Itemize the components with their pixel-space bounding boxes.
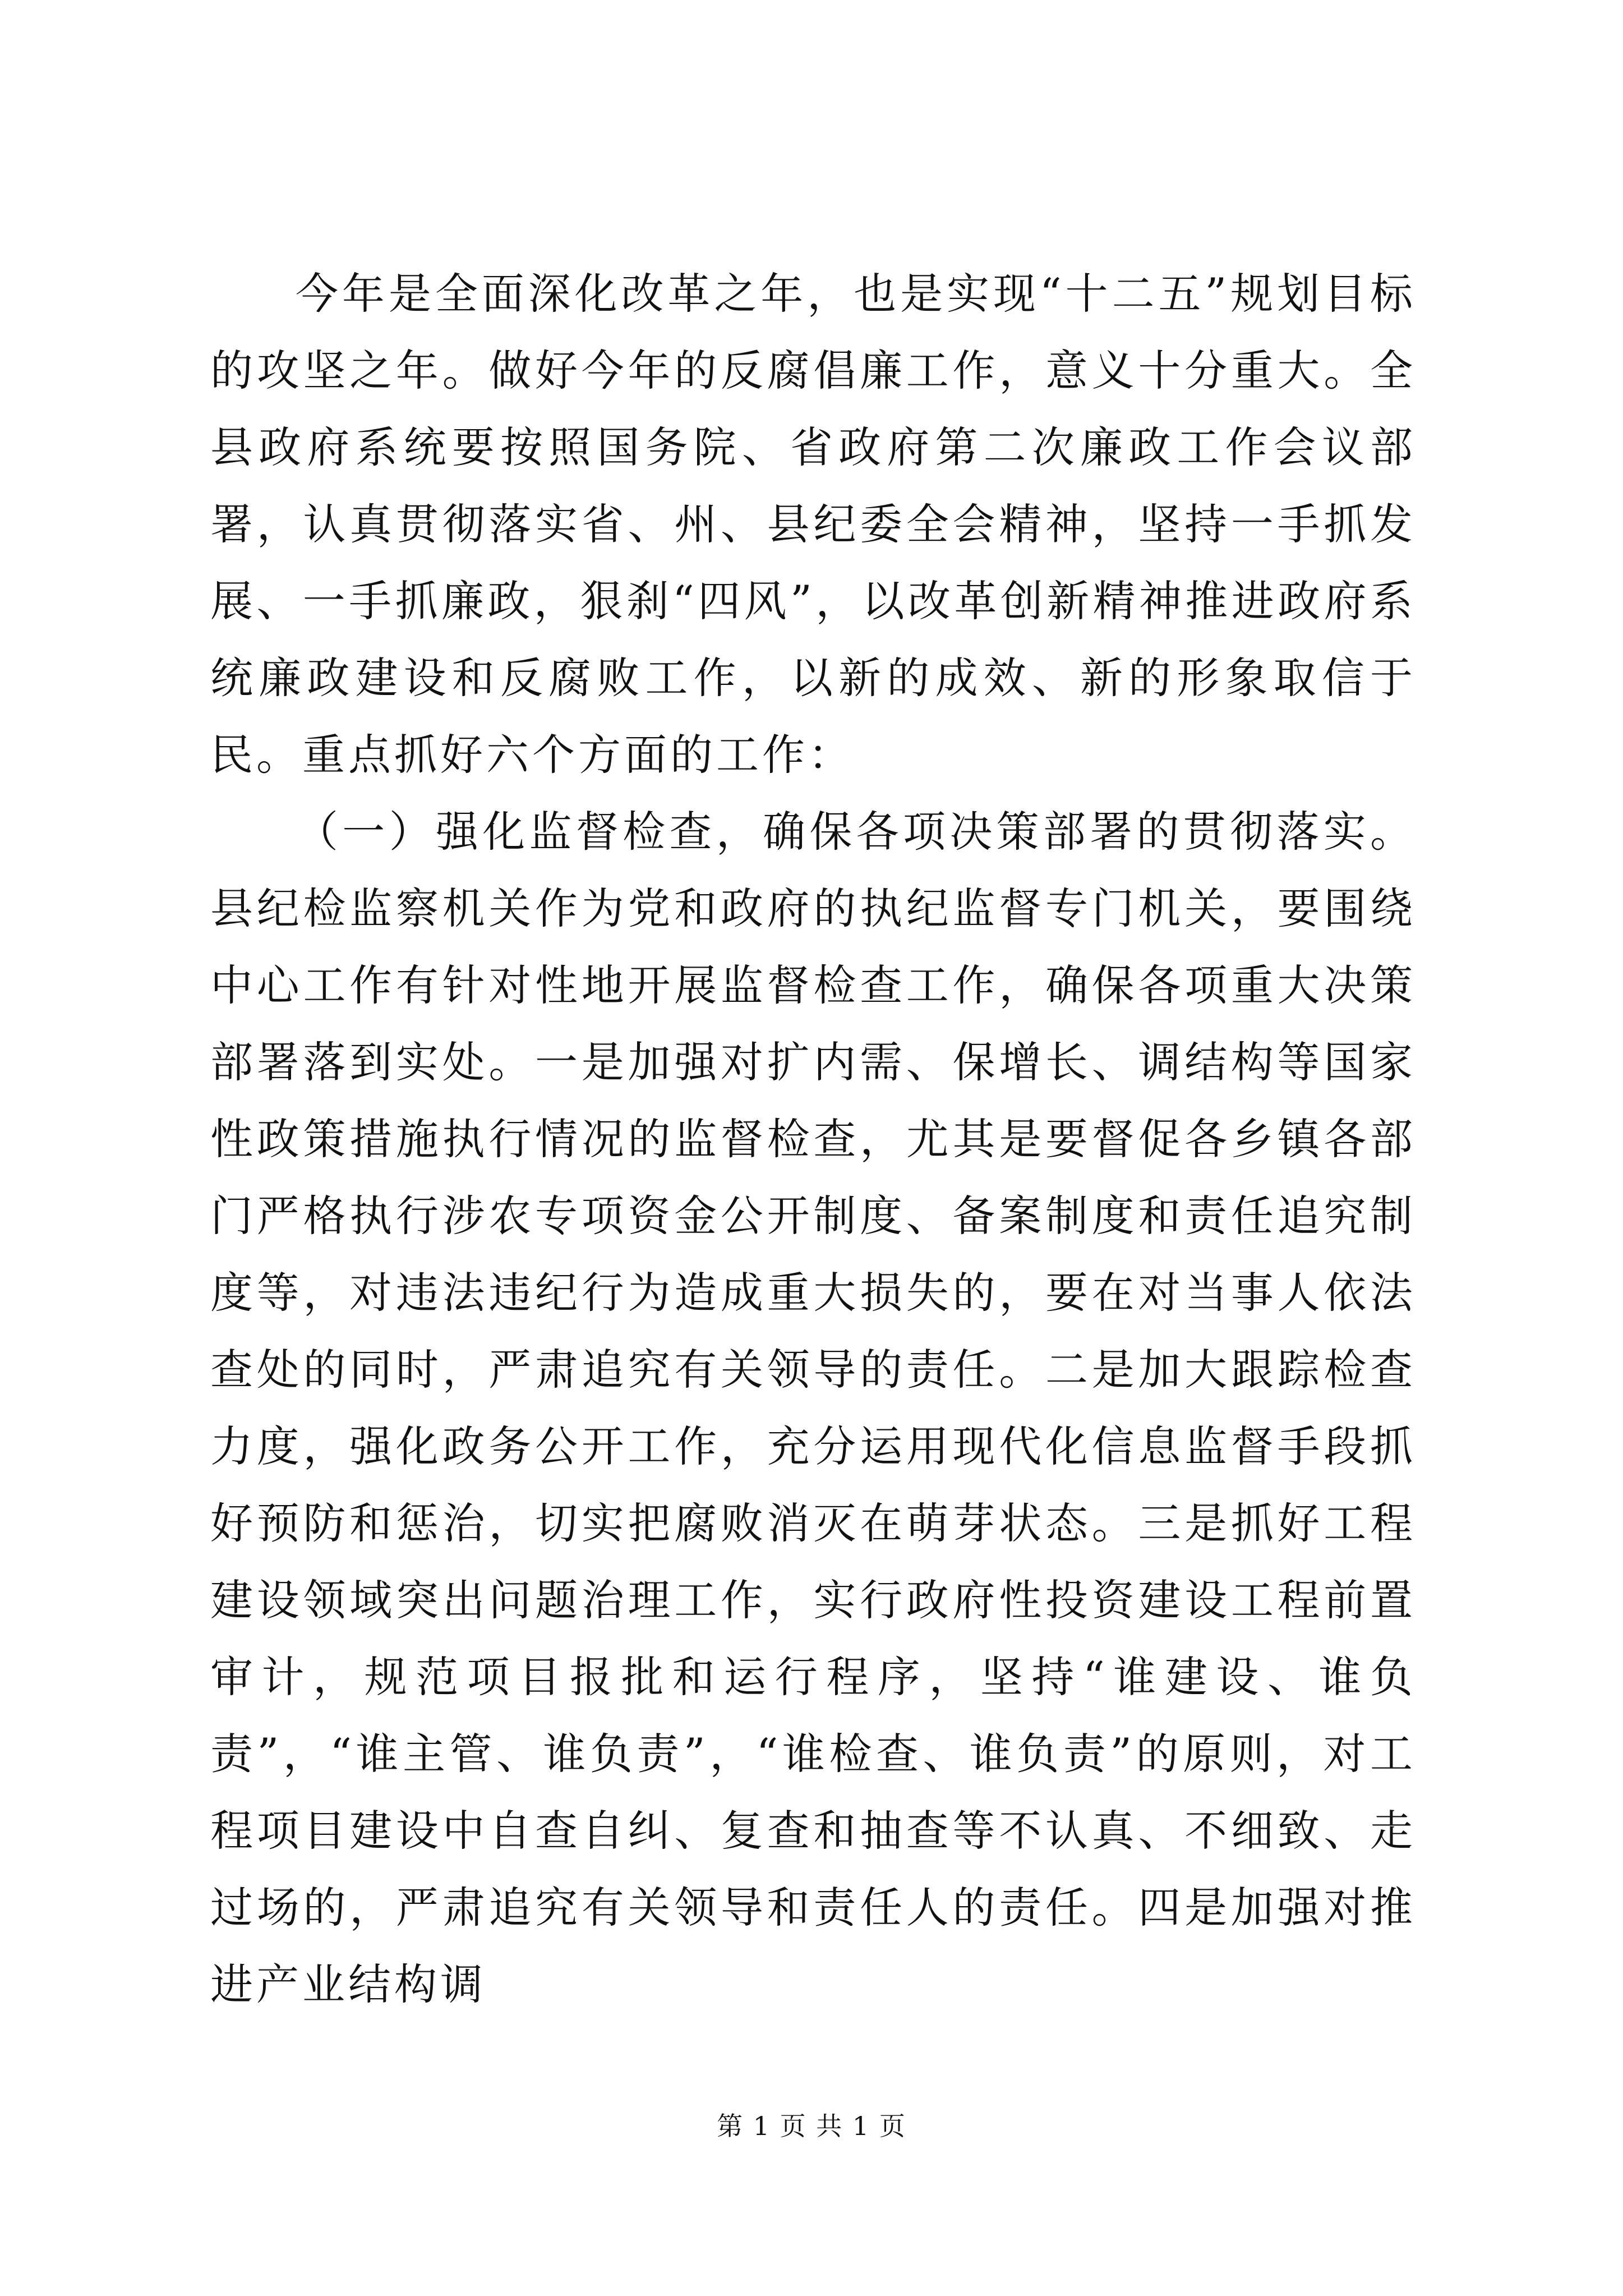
- page-footer: 第 1 页 共 1 页: [717, 2111, 906, 2141]
- document-body: [210, 255, 1416, 2023]
- paragraph-section-1: （一）强化监督检查，确保各项决策部署的贯彻落实。县纪检监察机关作为党和政府的执纪监督专门机关，要围绕中心工作有针对性地开展监督检查工作，确保各项重大决策部署落到实处。一是加强对扩内需、保增长、调结构等国家性政策措施执行情况的监督检查，尤其是要督促各乡镇各部门严格执行涉农专项资金公开制度、备案制度和责任追究制度等，对违法违纪行为造成重大损失的，要在对当事人依法查处的同时，严肃追究有关领导的责任。二是加大跟踪检查力度，强化政务公开工作，充分运用现代化信息监督手段抓好预防和惩治，切实把腐败消灭在萌芽状态。三是抓好工程建设领域突出问题治理工作，实行政府性投资建设工程前置审计，规范项目报批和运行程序，坚持“谁建设、谁负责”，“谁主管、谁负责”，“谁检查、谁负责”的原则，对工程项目建设中自查自纠、复查和抽查等不认真、不细致、走过场的，严肃追究有关领导和责任人的责任。四是加强对推进产业结构调: [210, 807, 1416, 2009]
- paragraph-intro: 今年是全面深化改革之年，也是实现“十二五”规划目标的攻坚之年。做好今年的反腐倡廉工作，意义十分重大。全县政府系统要按照国务院、省政府第二次廉政工作会议部署，认真贯彻落实省、州、县纪委全会精神，坚持一手抓发展、一手抓廉政，狠刹“四风”，以改革创新精神推进政府系统廉政建设和反腐败工作，以新的成效、新的形象取信于民。重点抓好六个方面的工作：: [210, 269, 1416, 780]
